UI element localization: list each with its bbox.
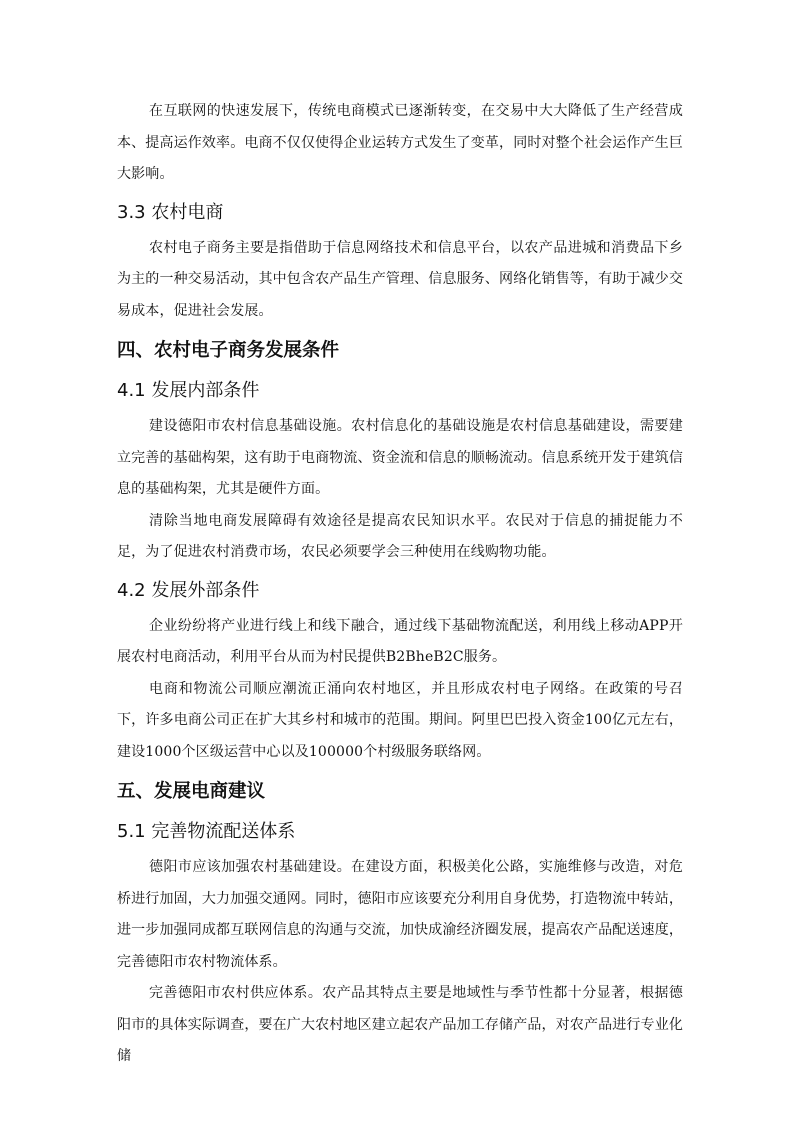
heading-4-development-conditions: 四、农村电子商务发展条件 (117, 340, 340, 361)
heading-4-1-internal-conditions: 4.1 发展内部条件 (117, 380, 260, 401)
heading-5-1-logistics-system: 5.1 完善物流配送体系 (117, 821, 296, 842)
heading-5-suggestions: 五、发展电商建议 (117, 781, 266, 802)
paragraph-logistics-companies: 电商和物流公司顺应潮流正涌向农村地区，并且形成农村电子网络。在政策的号召下，许多电商公司正在扩大其乡村和城市的范围。期间。阿里巴巴投入资金100亿元左右，建设1000个区级运营中心以及100000个村级服务联络网。 (117, 680, 683, 760)
paragraph-supply-system: 完善德阳市农村供应体系。农产品其特点主要是地域性与季节性都十分显著，根据德阳市的具体实际调查，要在广大农村地区建立起农产品加工存储产品，对农产品进行专业化储 (117, 985, 683, 1064)
paragraph-infrastructure: 建设德阳市农村信息基础设施。农村信息化的基础设施是农村信息基础建设，需要建立完善的基础构架，这有助于电商物流、资金流和信息的顺畅流动。信息系统开发于建筑信息的基础构架，尤其是硬件方面。 (117, 418, 683, 497)
heading-4-2-external-conditions: 4.2 发展外部条件 (117, 579, 260, 601)
paragraph-online-offline: 企业纷纷将产业进行线上和线下融合，通过线下基础物流配送，利用线上移动APP开展农村电商活动，利用平台从而为村民提供B2BheB2C服务。 (117, 617, 683, 665)
paragraph-farmer-knowledge: 清除当地电商发展障碍有效途径是提高农民知识水平。农民对于信息的捕捉能力不足，为了促进农村消费市场，农民必须要学会三种使用在线购物功能。 (117, 512, 683, 560)
paragraph-rural-ecommerce-definition: 农村电子商务主要是指借助于信息网络技术和信息平台，以农产品进城和消费品下乡为主的一种交易活动，其中包含农产品生产管理、信息服务、网络化销售等，有助于减少交易成本，促进社会发展。 (117, 239, 683, 319)
document-body (117, 96, 683, 1073)
paragraph-infrastructure-construction: 德阳市应该加强农村基础建设。在建设方面，积极美化公路，实施维修与改造，对危桥进行加固，大力加强交通网。同时，德阳市应该要充分利用自身优势，打造物流中转站，进一步加强同成都互联网信息的沟通与交流，加快成渝经济圈发展，提高农产品配送速度，完善德阳市农村物流体系。 (117, 859, 683, 970)
heading-3-3-rural-ecommerce: 3.3 农村电商 (117, 201, 224, 223)
paragraph-ecommerce-impact: 在互联网的快速发展下，传统电商模式已逐渐转变，在交易中大大降低了生产经营成本、提高运作效率。电商不仅仅使得企业运转方式发生了变革，同时对整个社会运作产生巨大影响。 (117, 103, 683, 182)
